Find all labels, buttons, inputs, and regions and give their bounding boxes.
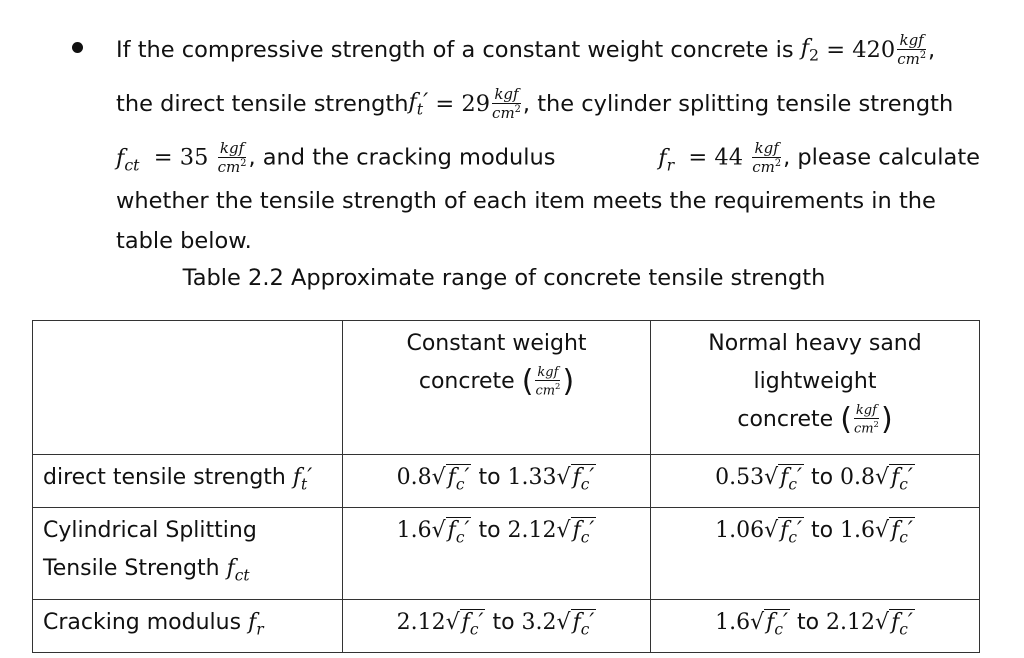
constant-weight-range: $2.12√f_c'$ to $3.2√f_c'$ [343, 599, 651, 652]
table-row [33, 508, 980, 599]
value: = 420 [826, 37, 896, 63]
paragraph-line-3 [116, 134, 980, 182]
paragraph-line-5: table below. [116, 228, 252, 254]
text: , and the cracking modulus [248, 144, 556, 171]
header-unit-line: concrete ( $\frac{\text{kgf}}{cm^2}$ ) [737, 402, 893, 437]
header-lightweight [651, 321, 980, 455]
value: = 44 [688, 144, 744, 171]
table-header-row [33, 321, 980, 455]
text: If the compressive strength of a constant weight concrete is [116, 37, 794, 63]
unit-fraction: $\frac{\text{kgf}}{cm^2}$ [897, 31, 927, 68]
value: = 29 [435, 91, 491, 117]
symbol-f2: $f_2$ [800, 35, 820, 65]
header-empty-cell [33, 321, 343, 455]
unit-fraction: $\frac{\text{kgf}}{cm^2}$ [217, 139, 247, 176]
value: = 35 [153, 144, 209, 171]
bullet-point [72, 42, 83, 53]
table-row [33, 455, 980, 508]
lightweight-range: $1.06√f_c'$ to $1.6√f_c'$ [651, 508, 980, 599]
symbol-fr: $f_r$ [658, 144, 675, 174]
header-constant-weight [343, 321, 651, 455]
constant-weight-range: $0.8√f_c'$ to $1.33√f_c'$ [343, 455, 651, 508]
symbol-fct: $f_{ct}$ [116, 144, 140, 174]
symbol-ft: $f_t'$ [408, 89, 429, 119]
unit-fraction: $\frac{\text{kgf}}{cm^2}$ [752, 139, 782, 176]
paragraph-line-2 [116, 80, 980, 128]
header-text: lightweight [753, 369, 877, 394]
text: the direct tensile strength [116, 91, 409, 117]
paragraph-line-1: If the compressive strength of a constant weight concrete is $f_2$ = 420 $\frac{\text{kgf}}{cm^2}$ , [116, 31, 936, 68]
lightweight-range: $1.6√f_c'$ to $2.12√f_c'$ [651, 599, 980, 652]
header-unit-line: concrete ( $\frac{\text{kgf}}{cm^2}$ ) [418, 364, 575, 399]
row-label: Cracking modulus $f_r$ [33, 599, 343, 652]
paragraph-line-4: whether the tensile strength of each item meets the requirements in the [116, 188, 936, 214]
table-row [33, 599, 980, 652]
constant-weight-range: $1.6√f_c'$ to $2.12√f_c'$ [343, 508, 651, 599]
text: , please calculate [783, 144, 980, 171]
text: , the cylinder splitting tensile strength [522, 91, 954, 117]
header-text: Constant weight [406, 331, 587, 356]
row-label: Cylindrical Splitting Tensile Strength $f_{ct}$ [33, 508, 343, 599]
row-label: direct tensile strength $f_t'$ [33, 455, 343, 508]
header-text: Normal heavy sand [708, 331, 922, 356]
table-caption: Table 2.2 Approximate range of concrete tensile strength [182, 265, 826, 291]
lightweight-range: $0.53√f_c'$ to $0.8√f_c'$ [651, 455, 980, 508]
unit-fraction: $\frac{\text{kgf}}{cm^2}$ [492, 85, 521, 122]
tensile-strength-table [32, 320, 980, 653]
